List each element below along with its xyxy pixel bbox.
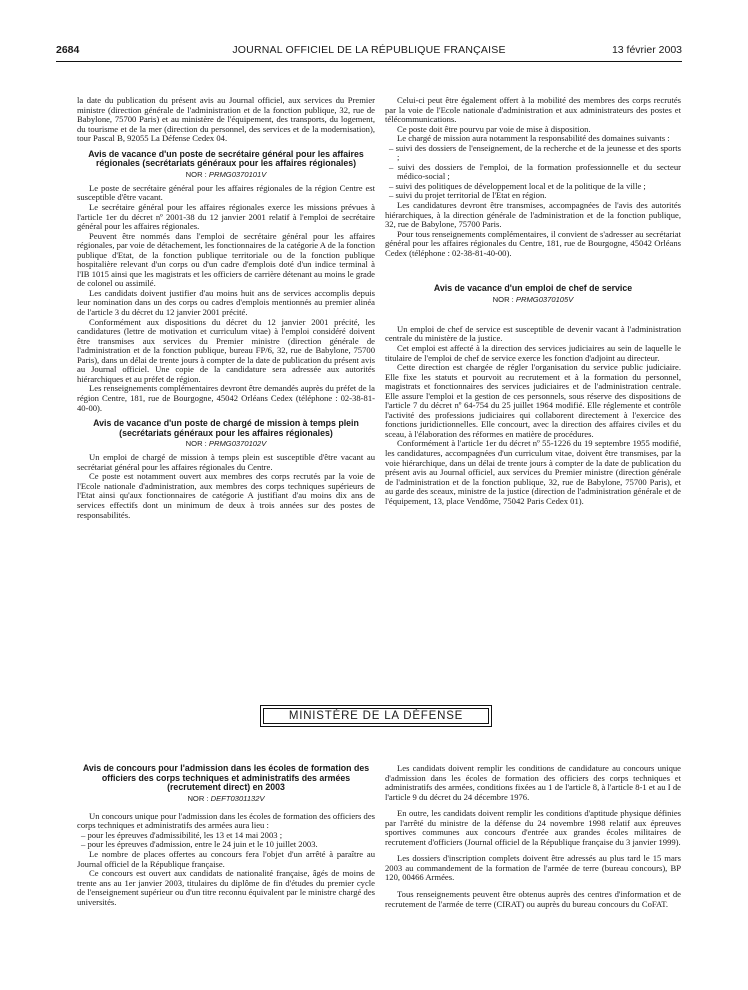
nor-reference: NOR : PRMG0370102V [185, 439, 267, 449]
nor-reference: NOR : PRMG0370101V [185, 169, 267, 179]
paragraph: Un emploi de chargé de mission à temps plein est susceptible d'être vacant au secrétariat général pour les affaires régionales du Centre. [77, 452, 375, 472]
paragraph: Conformément à l'article 1er du décret nº 55-1226 du 19 septembre 1955 modifié, les candidatures, accompagnées d'un curriculum vitae, doivent être transmises, par la voie hiérarchique, dans un délai de trente jours à compter de la date de publication du présent avis au Journal officiel, aux services du Premier ministre (direction générale de l'administration et de la fonction publique, 32, rue de Babylone, 75700 Paris), et au garde des sceaux, ministre de la justice (direction de l'administration générale et de l'équipement, 13, place Vendôme, 75042 Paris Cedex 01). [385, 438, 681, 506]
exam-dates-list [77, 831, 375, 850]
paragraph: Ce poste doit être pourvu par voie de mise à disposition. [397, 123, 591, 134]
paragraph: Celui-ci peut être également offert à la mobilité des membres des corps recrutés par la voie de l'Ecole nationale d'administration et aux administrateurs des postes et télécommunications. [385, 95, 681, 125]
list-item: – suivi des politiques de développement local et de la politique de la ville ; [385, 182, 681, 192]
paragraph: Les candidatures devront être transmises, accompagnées de l'avis des autorités hiérarchiques, à la direction générale de l'administration et de la fonction publique, 32, rue de Babylone, 75700 Paris. [385, 200, 681, 230]
page-header [56, 44, 682, 58]
paragraph: Conformément aux dispositions du décret du 12 janvier 2001 précité, les candidatures (lettre de motivation et curriculum vitae) à l'emploi considéré doivent être transmises aux services du Premier ministre (direction générale de l'administration et de la fonction publique, bureau FP/6, 32, rue de Babylone, 75700 Paris), dans un délai de trente jours à compter de la date de publication du présent avis au Journal officiel. Une copie de la candidature sera adressée aux autorités hiérarchiques et au préfet de région. [77, 316, 375, 384]
notice-title-concours: Avis de concours pour l'admission dans les écoles de formation des officiers des corps techniques et administratifs des armées (recrutement direct) en 2003 [82, 763, 370, 793]
journal-title: JOURNAL OFFICIEL DE LA RÉPUBLIQUE FRANÇAISE [232, 44, 506, 56]
paragraph: Le poste de secrétaire général pour les affaires régionales de la région Centre est susceptible d'être vacant. [77, 182, 375, 203]
paragraph: Ce poste est notamment ouvert aux membres des corps recrutés par la voie de l'Ecole nationale d'administration, aux membres des corps techniques supérieurs de l'Etat ainsi qu'aux fonctionnaires de catégorie A justifiant d'au moins dix ans de services effectifs dont un minimum de deux à trois années sur des postes de responsabilités. [77, 471, 375, 520]
paragraph: Le nombre de places offertes au concours fera l'objet d'un arrêté à paraître au Journal officiel de la République française. [77, 848, 375, 869]
paragraph: Les candidats doivent remplir les conditions de candidature au concours unique d'admission dans les écoles de formation des officiers des corps techniques et administratifs des armées, conditions fixées au 1 de l'article 8, à l'article 8-1 et au I de l'article 9 du décret du 24 décembre 1976. [385, 763, 681, 802]
page-number: 2684 [56, 44, 80, 56]
nor-code: PRMG0370101V [208, 169, 267, 179]
list-item: – suivi des dossiers de l'enseignement, de la recherche et de la jeunesse et des sports ; [385, 144, 681, 163]
nor-code: PRMG0370105V [515, 294, 574, 304]
paragraph: Le secrétaire général pour les affaires régionales exerce les missions prévues à l'article 1er du décret nº 2001-38 du 12 janvier 2001 relatif à l'emploi de secrétaire général pour les affaires régionales. [77, 202, 375, 232]
domains-list [385, 144, 681, 201]
paragraph: Pour tous renseignements complémentaires, il convient de s'adresser au secrétariat général pour les affaires régionales du Centre, 181, rue de Bourgogne, 45042 Orléans Cedex (téléphone : 02-38-81-40-00). [385, 228, 681, 258]
paragraph: En outre, les candidats doivent remplir les conditions d'aptitude physique définies par l'arrêté du ministre de la défense du 24 novembre 1998 relatif aux épreuves sportives communes aux concours d'entrée aux grandes écoles militaires de recrutement d'officiers (Journal officiel de la République française du 3 janvier 1999). [385, 808, 681, 847]
notice-title-charge-de-mission: Avis de vacance d'un poste de chargé de mission à temps plein (secrétariats généraux pour les affaires régionales) [93, 418, 359, 438]
column-left-top [77, 96, 375, 520]
list-item: – pour les épreuves d'admission, entre le 24 juin et le 10 juillet 2003. [77, 840, 375, 850]
notice-title-chef-de-service: Avis de vacance d'un emploi de chef de service [433, 283, 633, 294]
paragraph: Les renseignements complémentaires devront être demandés auprès du préfet de la région Centre, 181, rue de Bourgogne, 45042 Orléans Cedex (téléphone : 02-38-81-40-00). [77, 383, 375, 413]
nor-reference: NOR : PRMG0370105V [492, 294, 574, 304]
intro-paragraph: la date du publication du présent avis au Journal officiel, aux services du Premier ministre (direction générale de l'administration et de la fonction publique, 32, rue de Babylone, 75700 Paris) et au ministère de l'équipement, des transports, du logement, du tourisme et de la mer (direction du personnel, des services et de la modernisation), tour Pascal B, 92055 La Défense Cedex 04. [77, 95, 375, 144]
nor-code: PRMG0370102V [208, 439, 267, 449]
paragraph: Ce concours est ouvert aux candidats de nationalité française, âgés de moins de trente ans au 1er janvier 2003, titulaires du diplôme de fin d'études du premier cycle de l'enseignement supérieur ou d'un titre reconnu équivalent par le ministre chargé des universités. [77, 868, 375, 907]
list-item: – suivi du projet territorial de l'Etat en région. [385, 191, 681, 201]
column-right-top [385, 96, 681, 506]
paragraph: Un emploi de chef de service est susceptible de devenir vacant à l'administration centrale du ministère de la justice. [385, 323, 681, 344]
paragraph: Tous renseignements peuvent être obtenus auprès des centres d'information et de recrutement de l'armée de terre (CIRAT) ou auprès du bureau concours du CoFAT. [385, 889, 681, 909]
paragraph: Les candidats doivent justifier d'au moins huit ans de services accomplis depuis leur nomination dans un des corps ou cadres d'emplois mentionnés au premier alinéa de l'article 3 du décret du 12 janvier 2001 précité. [77, 287, 375, 318]
paragraph: Cet emploi est affecté à la direction des services judiciaires au sein de laquelle le titulaire de l'emploi de chef de service exerce les fonction d'adjoint au directeur. [385, 342, 681, 363]
ministry-heading-box [260, 705, 492, 727]
ministry-heading: MINISTÈRE DE LA DÉFENSE [288, 710, 464, 722]
paragraph: Le chargé de mission aura notamment la responsabilité des domaines suivants : [397, 133, 670, 144]
nor-reference: NOR : DEFT0301132V [187, 793, 265, 803]
paragraph: Peuvent être nommés dans l'emploi de secrétaire général pour les affaires régionales, par voie de détachement, les fonctionnaires de la catégorie A de la fonction publique d'Etat, de la fonction publique territoriale ou de la fonction publique hospitalière relevant d'un corps ou d'un cadre d'emplois doté d'un indice terminal à l'IB 1015 ainsi que les magistrats et les officiers de carrière détenant au moins le grade de colonel ou assimilé. [77, 230, 375, 289]
list-item: – pour les épreuves d'admissibilité, les 13 et 14 mai 2003 ; [77, 831, 375, 841]
paragraph: Les dossiers d'inscription complets doivent être adressés au plus tard le 15 mars 2003 au commandement de la formation de l'armée de terre (bureau concours), BP 120, 00466 Armées. [385, 853, 681, 883]
header-rule [56, 61, 682, 62]
list-item: – suivi des dossiers de l'emploi, de la formation professionnelle et du secteur médico-social ; [385, 163, 681, 182]
paragraph: Un concours unique pour l'admission dans les écoles de formation des officiers des corps techniques et administratifs des armées aura lieu : [77, 810, 375, 831]
column-left-bottom [77, 764, 375, 907]
nor-code: DEFT0301132V [210, 793, 265, 803]
issue-date: 13 février 2003 [611, 44, 682, 56]
notice-title-secretaire-general: Avis de vacance d'un poste de secrétaire général pour les affaires régionales (secrétariats généraux pour les affaires régionales) [88, 148, 364, 169]
paragraph: Cette direction est chargée de régler l'organisation du service public judiciaire. Elle fixe les statuts et pourvoit au recrutement et à la formation du personnel, magistrats et fonctionnaires des services judiciaires et de l'administration centrale. Elle assure l'emploi et la gestion de ces personnels, sous réserve des dispositions de l'article 7 du décret nº 64-754 du 25 juillet 1964 modifié. Elle réglemente et contrôle l'activité des professions judiciaires qui collaborent directement à l'exercice des fonctions juridictionnelles. Elle concourt, avec la direction des affaires civiles et du sceau, à l'élaboration des réformes en matière de procédures. [385, 362, 681, 439]
column-right-bottom [385, 764, 681, 909]
